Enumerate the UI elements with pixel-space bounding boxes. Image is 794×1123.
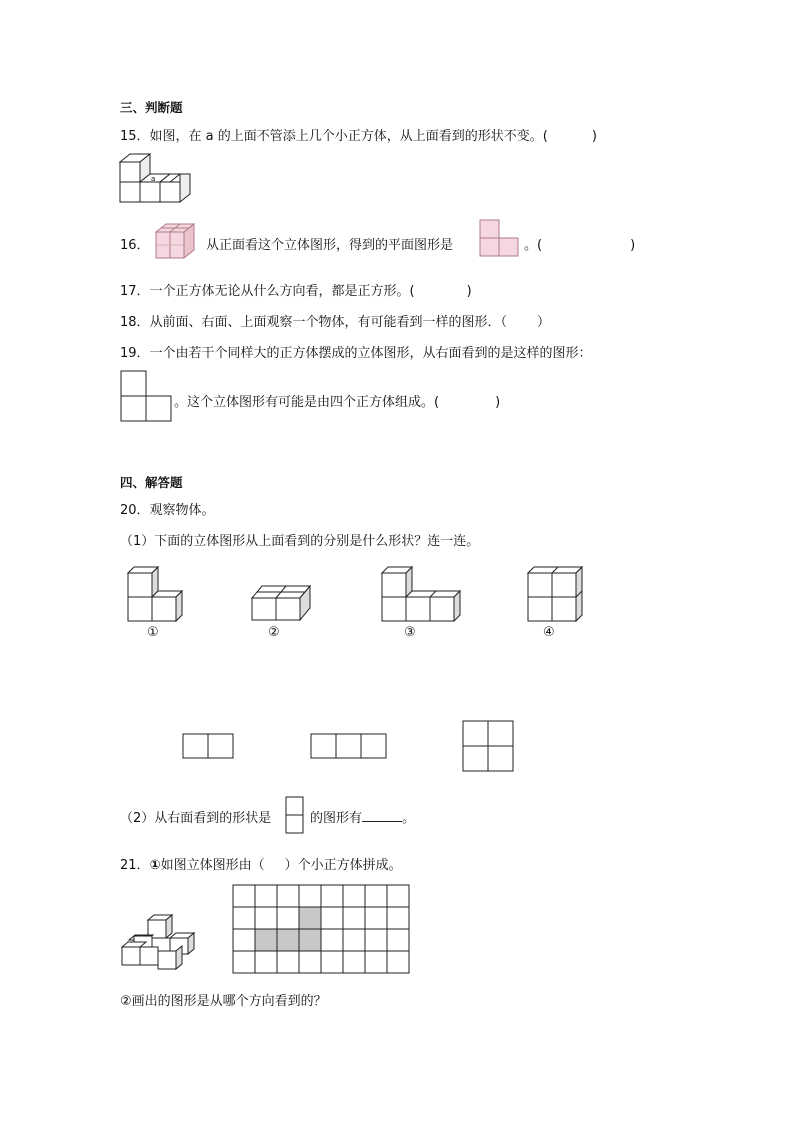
grid-cell[interactable]: [277, 907, 299, 929]
question-21-number: 21．: [120, 858, 150, 873]
grid-cell[interactable]: [365, 907, 387, 929]
grid-cell[interactable]: [255, 951, 277, 973]
solid-figure-1: [128, 565, 186, 623]
question-16-tail: [524, 234, 635, 253]
question-20-part2-b: [310, 807, 415, 826]
label-2: ②: [268, 625, 280, 640]
question-17: [120, 280, 472, 299]
label-1: ①: [147, 625, 159, 640]
grid-cell[interactable]: [233, 951, 255, 973]
question-21-text-a: 如图立体图形由（: [160, 858, 265, 873]
grid-drawing-21: [232, 884, 410, 974]
grid-cell-shaded[interactable]: [299, 929, 321, 951]
label-4: ④: [543, 625, 555, 640]
question-20-part2-a: （2）从右面看到的形状是: [120, 811, 272, 826]
grid-cell[interactable]: [387, 929, 409, 951]
paren-close: ): [591, 129, 597, 144]
grid-cell[interactable]: [343, 929, 365, 951]
grid-cell-shaded[interactable]: [277, 929, 299, 951]
section-heading-solve: 四、解答题: [120, 475, 183, 490]
question-15-text: 15．如图，在 a 的上面不管添上几个小正方体，从上面看到的形状不变。(: [120, 129, 548, 144]
solid-figure-4: [528, 565, 586, 623]
question-16-number: 16．: [120, 238, 150, 253]
grid-cell[interactable]: [233, 885, 255, 907]
question-17-text: 17．一个正方体无论从什么方向看，都是正方形。(: [120, 284, 415, 299]
question-19-text: 19．一个由若干个同样大的正方体摆成的立体图形，从右面看到的是这样的图形：: [120, 346, 592, 361]
paren-close: ）: [537, 315, 551, 330]
grid-cell[interactable]: [387, 951, 409, 973]
question-18: [120, 311, 550, 330]
pink-plane-figure-16: [478, 218, 522, 258]
question-20-title: 20．观察物体。: [120, 503, 215, 518]
grid-cell[interactable]: [299, 951, 321, 973]
grid-cell[interactable]: [233, 929, 255, 951]
grid-cell[interactable]: [387, 907, 409, 929]
cube-figure-15: [120, 152, 190, 204]
grid-cell[interactable]: [277, 885, 299, 907]
question-21: [120, 854, 402, 873]
paren-close: ): [630, 238, 636, 253]
question-20-part2-b-text: 的图形有: [310, 811, 363, 826]
grid-cell[interactable]: [365, 951, 387, 973]
question-21-circle1: ①: [149, 858, 161, 873]
pink-solid-figure-16: [150, 222, 202, 262]
paren-close: ): [495, 395, 501, 410]
section-heading-judgment: 三、判断题: [120, 100, 183, 115]
grid-cell[interactable]: [343, 907, 365, 929]
grid-cell[interactable]: [255, 907, 277, 929]
question-19-tail: [174, 391, 500, 410]
grid-cell[interactable]: [277, 951, 299, 973]
answer-blank-20[interactable]: [362, 809, 402, 822]
grid-cell[interactable]: [299, 885, 321, 907]
solid-figure-3: [382, 565, 462, 623]
question-18-text: 18．从前面、右面、上面观察一个物体，有可能看到一样的图形．（: [120, 315, 508, 330]
top-view-two-squares[interactable]: [182, 733, 234, 759]
question-16-text2: 。(: [524, 238, 543, 253]
grid-cell[interactable]: [343, 885, 365, 907]
grid-cell[interactable]: [321, 885, 343, 907]
cube-label-a: a: [151, 175, 156, 183]
grid-cell[interactable]: [321, 929, 343, 951]
top-view-three-squares[interactable]: [310, 733, 388, 759]
grid-cell[interactable]: [365, 885, 387, 907]
grid-cell-shaded[interactable]: [255, 929, 277, 951]
right-view-figure-19: [120, 370, 174, 424]
grid-cell[interactable]: [233, 907, 255, 929]
question-21-text-b: ）个小正方体拼成。: [284, 858, 402, 873]
top-view-four-squares[interactable]: [462, 720, 514, 772]
solid-figure-21: [120, 912, 200, 972]
question-20-part2-c: 。: [402, 811, 416, 826]
label-3: ③: [404, 625, 416, 640]
question-20-part1: （1）下面的立体图形从上面看到的分别是什么形状？连一连。: [120, 534, 480, 549]
grid-cell[interactable]: [255, 885, 277, 907]
question-16-text: 从正面看这个立体图形，得到的平面图形是: [206, 238, 454, 253]
grid-cell[interactable]: [321, 951, 343, 973]
grid-cell[interactable]: [365, 929, 387, 951]
grid-cell-shaded[interactable]: [299, 907, 321, 929]
question-19-text2: 。这个立体图形有可能是由四个正方体组成。(: [174, 395, 440, 410]
grid-cell[interactable]: [321, 907, 343, 929]
grid-cell[interactable]: [387, 885, 409, 907]
question-21-part2: ②画出的图形是从哪个方向看到的？: [120, 994, 327, 1009]
question-15: [120, 125, 597, 144]
solid-figure-2: [250, 578, 316, 624]
paren-close: ): [466, 284, 472, 299]
grid-cell[interactable]: [343, 951, 365, 973]
right-view-figure-20: [285, 796, 305, 836]
